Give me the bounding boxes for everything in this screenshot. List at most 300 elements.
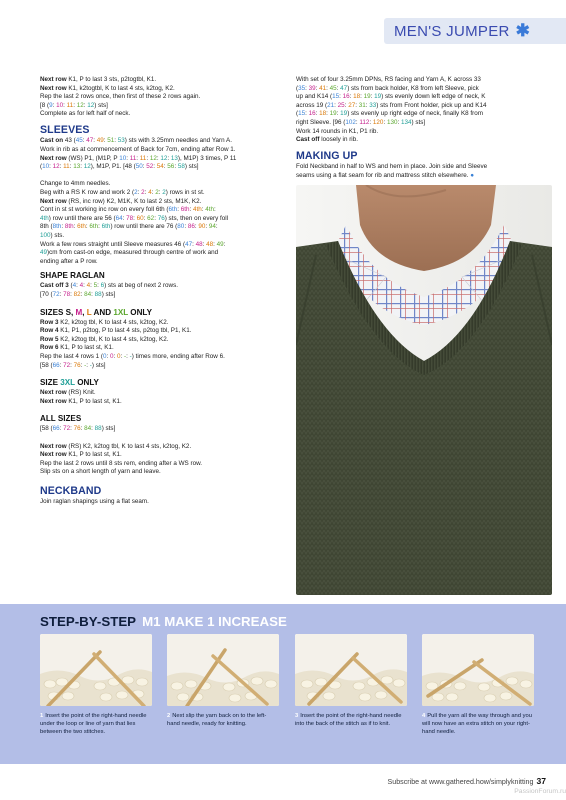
text-segment: : <box>360 93 364 101</box>
making-up-instructions <box>296 163 558 180</box>
bold-label: Next row <box>40 442 69 450</box>
text-segment: : <box>336 84 341 92</box>
text-segment: : <box>70 425 74 433</box>
size-value: 12 <box>76 101 84 109</box>
size-value: 88 <box>94 425 102 433</box>
text-segment: : <box>153 163 157 171</box>
size-value: 80 <box>177 223 185 231</box>
text-line <box>40 110 290 119</box>
text-segment: : <box>61 223 65 231</box>
size-value: 94 <box>208 223 216 231</box>
text-line <box>40 291 290 300</box>
text-segment: : <box>305 110 309 118</box>
text-segment: : <box>213 240 217 248</box>
size-value: 11 <box>139 154 147 162</box>
step-3-caption: 3 Insert the point of the right-hand needle into the back of the stitch as if to knit. <box>295 713 402 727</box>
text-segment: : <box>114 137 118 145</box>
step-1-photo <box>40 634 152 706</box>
text-segment: : <box>177 206 181 214</box>
text-line <box>40 241 290 250</box>
text-segment: : <box>370 93 375 101</box>
size-value: L <box>86 307 92 317</box>
text-segment: : <box>184 223 188 231</box>
text-segment: : <box>83 282 87 290</box>
size-value: 27 <box>348 101 356 109</box>
step-4-photo <box>422 634 534 706</box>
text-segment: : <box>103 137 108 145</box>
size-value: 19 <box>363 93 371 101</box>
text-line <box>40 498 290 507</box>
neckband-heading: NECKBAND <box>40 484 102 497</box>
text-line <box>40 198 290 207</box>
size-value: 56 <box>167 163 175 171</box>
bold-label: Next row <box>40 154 69 162</box>
text-line <box>40 232 290 241</box>
size-value: - <box>129 352 132 360</box>
size-value: 4th <box>40 214 49 222</box>
sizes-s-m-l-1xl-heading <box>40 308 290 318</box>
text-segment: ) sts] <box>411 118 426 126</box>
text-line <box>296 85 558 94</box>
size-value: 76 <box>157 214 165 222</box>
bold-label: Next row <box>40 197 69 205</box>
size-value: 76 <box>73 361 81 369</box>
text-segment: SIZES S, <box>40 307 76 317</box>
size-value: M <box>75 307 83 317</box>
text-segment: : <box>369 118 373 126</box>
text-segment: [70 ( <box>40 290 53 298</box>
bold-label: Next row <box>40 76 69 83</box>
text-segment: : <box>59 425 64 433</box>
text-segment: : <box>70 361 74 369</box>
size-value: 72 <box>63 425 71 433</box>
size-value: 54 <box>156 163 164 171</box>
bold-label: Cast off 3 <box>40 282 71 290</box>
size-value: 48 <box>195 240 203 248</box>
knitting-needles-illustration <box>167 634 279 706</box>
text-segment: ending after a P row. <box>40 257 98 265</box>
text-segment: : <box>305 84 309 92</box>
text-segment: : <box>137 189 142 197</box>
text-segment: K2, k2tog tbl, K to last 4 sts, k2tog, K2. <box>60 335 169 343</box>
size-value: 11 <box>66 101 74 109</box>
size-value: 90 <box>198 223 206 231</box>
size-value: 45 <box>329 84 337 92</box>
size-value: 2 <box>134 189 138 197</box>
text-segment: : <box>349 93 354 101</box>
section-title: MEN'S JUMPER <box>394 22 510 40</box>
size-value: 10 <box>119 154 127 162</box>
size-value: 16 <box>342 93 350 101</box>
text-segment: Join raglan shapings using a flat seam. <box>40 498 149 506</box>
size-value: 10 <box>42 163 50 171</box>
text-segment: right Sleeve. [96 ( <box>296 118 346 126</box>
size-3xl-instructions <box>40 389 290 406</box>
size-value: 18 <box>353 93 361 101</box>
text-segment: : <box>97 282 101 290</box>
text-segment: : <box>126 352 130 360</box>
text-segment: : <box>113 352 118 360</box>
size-value: - <box>89 361 92 369</box>
text-segment: : <box>205 223 209 231</box>
subscribe-link[interactable]: Subscribe at www.gathered.how/simplyknitting <box>387 778 534 786</box>
text-segment: Rep the last 4 rows 1 ( <box>40 352 103 360</box>
text-segment: SIZE <box>40 378 61 388</box>
text-segment: : <box>355 101 359 109</box>
size-value: 66 <box>52 361 60 369</box>
sleeves-shaping <box>40 180 290 266</box>
step-3-photo <box>295 634 407 706</box>
size-value: 47 <box>340 84 348 92</box>
bold-label: Next row <box>40 389 69 397</box>
size-value: 58 <box>177 163 185 171</box>
text-segment: Beg with a RS K row and work 2 ( <box>40 189 135 197</box>
size-value: 4 <box>72 282 77 290</box>
text-segment: : <box>163 163 168 171</box>
text-segment: : <box>59 163 64 171</box>
text-line <box>40 76 290 85</box>
text-segment: loosely in rib. <box>321 136 358 144</box>
bold-label: Row 4 <box>40 327 61 335</box>
text-line <box>40 327 290 336</box>
text-segment: : <box>201 206 206 214</box>
text-segment: ( <box>70 282 73 290</box>
size-value: 64 <box>115 214 123 222</box>
text-segment: : <box>126 154 130 162</box>
text-segment: : <box>214 206 216 214</box>
size-value: 72 <box>63 361 71 369</box>
size-value: 41 <box>319 84 327 92</box>
size-value: 8th <box>64 223 74 231</box>
size-value: 0 <box>110 352 114 360</box>
text-line <box>296 172 558 181</box>
raglan-heading: SHAPE RAGLAN <box>40 271 105 281</box>
size-value: - <box>84 361 87 369</box>
size-value: 49 <box>216 240 224 248</box>
star-icon: ✱ <box>515 21 530 40</box>
text-segment: : <box>73 223 78 231</box>
size-value: 4 <box>148 189 152 197</box>
size-value: 2 <box>141 189 145 197</box>
text-segment: : <box>90 282 94 290</box>
text-line <box>40 206 290 215</box>
step-4-caption: 4 Pull the yarn all the way through and you will now have an extra stitch on your right-hand needle. <box>422 713 532 735</box>
text-segment: across 19 ( <box>296 101 328 109</box>
bold-label: Cast off <box>296 136 322 144</box>
text-segment: : <box>194 223 199 231</box>
size-value: 18 <box>319 110 327 118</box>
jumper-illustration <box>296 185 552 595</box>
text-segment: : <box>120 352 125 360</box>
size-value: 76 <box>73 425 81 433</box>
text-segment: : <box>86 361 90 369</box>
text-segment: : <box>151 189 156 197</box>
text-segment: ) sts] <box>101 290 116 298</box>
size-value: 66 <box>52 425 60 433</box>
text-segment: : <box>192 240 196 248</box>
text-line <box>40 258 290 267</box>
size-value: 52 <box>146 163 154 171</box>
neck-instructions <box>40 76 290 119</box>
size-value: 88 <box>94 290 102 298</box>
size-value: ● <box>470 171 475 179</box>
text-line <box>40 362 290 371</box>
text-line <box>40 180 290 189</box>
text-segment: 8th ( <box>40 223 53 231</box>
size-value: 100 <box>40 232 51 239</box>
text-segment: Work a few rows straight until Sleeve measures 46 ( <box>40 240 186 248</box>
text-line <box>40 215 290 224</box>
size-value: 39 <box>308 84 316 92</box>
text-segment: : <box>158 189 163 197</box>
text-segment: Complete as for left half of neck. <box>40 110 131 118</box>
text-line <box>296 119 558 128</box>
text-line <box>40 93 290 102</box>
text-segment: : <box>59 290 64 298</box>
text-segment: : <box>174 163 178 171</box>
size-value: 102 <box>345 118 356 126</box>
text-line <box>40 336 290 345</box>
size-value: 19 <box>340 110 348 118</box>
text-segment: 43 ( <box>64 137 76 145</box>
knitting-needles-illustration <box>422 634 534 706</box>
page-footer <box>336 776 546 786</box>
knitting-needles-illustration <box>40 634 152 706</box>
text-segment: : <box>80 163 84 171</box>
size-value: 82 <box>73 290 81 298</box>
text-segment: : <box>93 137 97 145</box>
size-value: 12 <box>52 163 60 171</box>
bold-label: Cast on <box>40 137 65 145</box>
size-value: 4 <box>86 282 91 290</box>
text-segment: : <box>106 352 111 360</box>
size-value: 3XL <box>60 378 75 388</box>
text-segment: : <box>154 214 158 222</box>
size-value: 72 <box>52 290 60 298</box>
size-value: 51 <box>107 137 115 145</box>
size-value: 13 <box>73 163 81 171</box>
size-value: 33 <box>369 101 377 109</box>
text-line <box>40 85 290 94</box>
text-segment: : <box>73 101 77 109</box>
size-value: 112 <box>359 118 370 126</box>
bold-label: Next row <box>40 397 69 405</box>
text-segment: ) sts] <box>94 101 108 109</box>
text-line <box>40 468 290 477</box>
text-segment: Change to 4mm needles. <box>40 180 111 188</box>
size-value: 12 <box>149 154 157 162</box>
step-2-caption: 2 Next slip the yarn back on to the left-hand needle, ready for knitting. <box>167 713 267 727</box>
text-segment: : <box>83 101 88 109</box>
text-segment: (RS) K2, k2tog tbl, K to last 4 sts, k2tog, K2. <box>68 442 192 450</box>
size-value: 86 <box>187 223 195 231</box>
size-value: 10 <box>56 101 64 109</box>
text-segment: Rep the last 2 rows once, then first of these 2 rows again. <box>40 93 201 101</box>
size-value: 9 <box>49 101 53 109</box>
text-segment: : <box>142 163 147 171</box>
text-segment: K1, P to last st, K1. <box>68 451 122 459</box>
section-header <box>384 18 566 44</box>
text-segment: (RS) Knit. <box>68 389 96 397</box>
text-segment: ) sts from back holder, K8 from left Sleeve, pick <box>347 84 479 92</box>
size-value: 78 <box>63 290 71 298</box>
size-value: 53 <box>117 137 125 145</box>
text-segment: )cm from cast-on edge, measured through centre of work and <box>47 249 219 257</box>
text-segment: : <box>59 361 64 369</box>
text-segment: : <box>202 240 207 248</box>
size-value: 120 <box>372 118 384 126</box>
size-3xl-heading <box>40 378 290 388</box>
text-segment: : <box>383 118 387 126</box>
text-segment: Work 14 rounds in K1, P1 rib. <box>296 127 379 135</box>
knitting-needles-illustration <box>295 634 407 706</box>
jumper-photo <box>296 185 552 595</box>
text-segment: With set of four 3.25mm DPNs, RS facing and Yarn A, K across 33 <box>296 76 481 83</box>
text-segment: : <box>146 154 150 162</box>
neckband-continued <box>296 76 558 145</box>
size-value: 50 <box>135 163 143 171</box>
text-segment: up and K14 ( <box>296 93 333 101</box>
bold-label: Row 5 <box>40 335 61 343</box>
text-segment: Work in rib as at commencement of Back for 7cm, ending after Row 1. <box>40 146 236 154</box>
text-segment: : <box>136 154 140 162</box>
text-segment: ) sts with 3.25mm needles and Yarn A. <box>124 137 233 145</box>
size-value: 0 <box>117 352 121 360</box>
text-segment: K2, k2tog tbl, K to last 4 sts, k2tog, K2. <box>60 318 169 326</box>
text-line <box>296 102 558 111</box>
text-segment: ( <box>296 84 299 92</box>
size-value: 49 <box>96 137 104 145</box>
size-value: 78 <box>126 214 134 222</box>
size-value: 48 <box>206 240 214 248</box>
text-segment: : <box>85 223 90 231</box>
text-segment: ) sts evenly up right edge of neck, finally K8 from <box>347 110 483 118</box>
page-number: 37 <box>536 776 546 786</box>
text-line <box>40 102 290 111</box>
size-value: 47 <box>86 137 94 145</box>
text-segment: : <box>339 93 343 101</box>
size-value: - <box>124 352 127 360</box>
making-up-heading: MAKING UP <box>296 149 358 162</box>
size-value: 4th <box>192 206 202 214</box>
bold-label: Row 6 <box>40 344 61 352</box>
all-sizes-heading: ALL SIZES <box>40 414 82 424</box>
sleeves-heading: SLEEVES <box>40 123 90 136</box>
text-segment: K1, k2togtbl, K to last 4 sts, k2tog, K2. <box>68 84 175 92</box>
size-value: 2 <box>162 189 166 197</box>
text-segment: : <box>167 154 171 162</box>
text-segment: Cont in st st working inc row on every foll 6th ( <box>40 206 169 214</box>
size-value: 4 <box>79 282 84 290</box>
size-value: 60 <box>136 214 144 222</box>
size-value: 21 <box>327 101 335 109</box>
text-segment: K1, P to last st, K1. <box>68 397 122 405</box>
sleeves-cast-on <box>40 137 290 171</box>
size-value: 8th <box>52 223 62 231</box>
text-segment: : <box>91 290 95 298</box>
text-line <box>40 146 290 155</box>
text-line <box>40 425 290 434</box>
text-line <box>40 398 290 407</box>
raglan-instructions <box>40 282 290 299</box>
text-segment: : <box>91 425 95 433</box>
text-line <box>296 110 558 119</box>
text-line <box>40 451 290 460</box>
text-line <box>40 189 290 198</box>
text-segment: : <box>344 101 349 109</box>
text-segment: ) sts] <box>101 425 116 433</box>
text-segment: : <box>365 101 370 109</box>
text-segment: [58 ( <box>40 361 53 369</box>
text-line <box>40 443 290 452</box>
size-value: 1XL <box>113 307 129 317</box>
text-segment: : <box>80 361 85 369</box>
text-segment: K1, P1, p2tog, P to last 4 sts, p2tog tbl, P1, K1. <box>60 327 192 335</box>
text-line <box>296 128 558 137</box>
text-segment: ) sts, then on every foll <box>164 214 229 222</box>
text-segment: ) rows in st st. <box>165 189 205 197</box>
text-segment: : <box>156 154 161 162</box>
text-segment: ), M1P, P1. [48 ( <box>90 163 136 171</box>
bold-label: Next row <box>40 451 69 459</box>
size-value: 49 <box>40 249 48 257</box>
size-value: 130 <box>386 118 398 126</box>
text-segment: : <box>315 110 320 118</box>
text-segment: : <box>355 118 360 126</box>
text-segment: ) times more, ending after Row 6. <box>131 352 225 360</box>
text-line <box>296 76 558 85</box>
size-value: 12 <box>83 163 91 171</box>
text-segment: : <box>315 84 320 92</box>
text-segment: : <box>122 214 127 222</box>
text-line <box>40 137 290 146</box>
size-value: 6 <box>100 282 105 290</box>
text-segment: : <box>98 223 102 231</box>
size-value: 4th <box>205 206 214 214</box>
text-segment: : <box>189 206 193 214</box>
size-value: 2 <box>155 189 159 197</box>
text-segment: ) sts] <box>184 163 199 171</box>
text-segment: ) sts from Front holder, pick up and K14 <box>376 101 487 109</box>
text-line <box>40 353 290 362</box>
text-segment: : <box>133 214 137 222</box>
text-segment: ( <box>296 110 299 118</box>
text-segment: K1, P to last 3 sts, p2togtbl, K1. <box>68 76 157 83</box>
text-segment: ) row until there are 56 ( <box>48 214 116 222</box>
text-segment: Fold Neckband in half to WS and hem in place. Join side and Sleeve <box>296 163 488 171</box>
text-segment: seams using a flat seam for rib and mattress stitch elsewhere. <box>296 171 471 179</box>
text-segment: [8 ( <box>40 101 50 109</box>
text-line <box>40 249 290 258</box>
text-segment: AND <box>91 307 114 317</box>
text-segment: ) row until there are 76 ( <box>110 223 178 231</box>
sizes-s-m-l-1xl-instructions <box>40 319 290 371</box>
step-2-photo <box>167 634 279 706</box>
text-segment: : <box>76 282 80 290</box>
text-segment: Rep the last 2 rows until 8 sts rem, ending after a WS row. <box>40 459 203 467</box>
size-value: 47 <box>185 240 193 248</box>
size-value: 25 <box>337 101 345 109</box>
size-value: 6th <box>168 206 178 214</box>
text-segment: : <box>63 101 67 109</box>
all-sizes-count <box>40 425 290 434</box>
size-value: 11 <box>129 154 137 162</box>
text-segment: : <box>70 290 74 298</box>
text-segment: ), M1P) 3 times, P 11 <box>177 154 237 162</box>
text-segment: : <box>336 110 341 118</box>
text-segment: : <box>334 101 338 109</box>
size-value: 0 <box>103 352 107 360</box>
